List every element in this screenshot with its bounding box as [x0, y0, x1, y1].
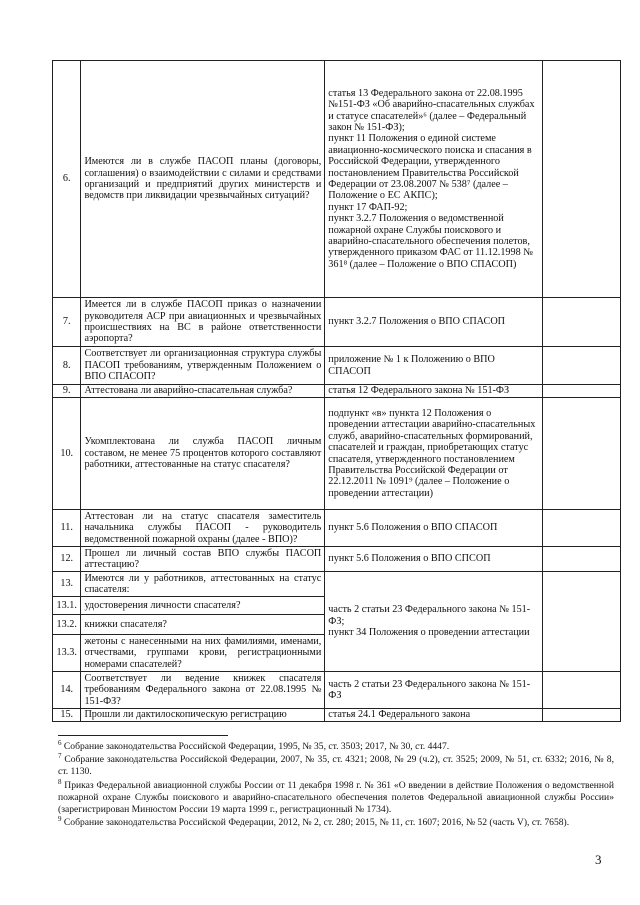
table-row — [53, 61, 621, 298]
row-number: 10. — [53, 398, 81, 510]
norm-cell: подпункт «в» пункта 12 Положения о проведении аттестации аварийно-спасательных служб, аварийно-спасательных формирований, спасателей и граждан, приобретающих статус спасателя, утвержденного постановлением Правительства Российской Федерации от 22.12.2011 № 1091⁹ (далее – Положение о проведении аттестации) — [325, 398, 542, 510]
row-number: 13.1. — [53, 597, 81, 615]
table-row — [53, 547, 621, 572]
norm-cell: пункт 3.2.7 Положения о ВПО СПАСОП — [325, 298, 542, 347]
answer-cell — [542, 709, 620, 722]
table-row — [53, 672, 621, 709]
question-cell: Укомплектована ли служба ПАСОП личным составом, не менее 75 процентов которого составляют работники, аттестованные на статус спасателя? — [81, 398, 325, 510]
answer-cell — [542, 385, 620, 398]
answer-cell — [542, 398, 620, 510]
row-number: 9. — [53, 385, 81, 398]
table-row — [53, 385, 621, 398]
question-cell: Аттестован ли на статус спасателя заместитель начальника службы ПАСОП - руководитель ведомственной пожарной охраны (далее - ВПО)? — [81, 510, 325, 547]
answer-cell — [542, 510, 620, 547]
table-row — [53, 709, 621, 722]
footnote: $^6$ Собрание законодательства Российской Федерации, 1995, № 35, ст. 3503; 2017, № 30, ст. 4447. — [58, 738, 450, 752]
footnote: $^7$ Собрание законодательства Российской Федерации, 2007, № 35, ст. 4321; 2008, № 29 (ч.2), ст. 3525; 2009, № 51, ст. 6332; 2016, № 8, ст. 1130. — [58, 752, 614, 778]
page-number: 3 — [595, 852, 602, 867]
checklist-table — [52, 60, 621, 722]
answer-cell — [542, 298, 620, 347]
norm-cell: часть 2 статьи 23 Федерального закона № 151-ФЗ — [325, 672, 542, 709]
footnote: $^8$ Приказ Федеральной авиационной службы России от 11 декабря 1998 г. № 361 «О введении в действие Положения о ведомственной пожарной охране Службы поискового и аварийно-спасательного обеспечения полетов Федеральной авиационной службы России» (зарегистрирован Минюстом России 19 марта 1999 г., регистрационный № 1734). — [58, 777, 614, 816]
table-row — [53, 298, 621, 347]
norm-cell: статья 13 Федерального закона от 22.08.1995 №151-ФЗ «Об аварийно-спасательных службах и статусе спасателей»⁶ (далее – Федеральный закон № 151-ФЗ); пункт 11 Положения о единой системе авиационно-космического поиска и спасания в Российской Федерации, утвержденного постановлением Правительства Российской Федерации от 23.08.2007 № 538⁷ (далее – Положение о ЕС АКПС); пункт 17 ФАП-92; пункт 3.2.7 Положения о ведомственной пожарной охране Службы поискового и аварийно-спасательного обеспечения полетов, утвержденного приказом ФАС от 11.12.1998 № 361⁸ (далее – Положение о ВПО СПАСОП) — [325, 61, 542, 298]
row-number: 6. — [53, 61, 81, 298]
norm-cell: часть 2 статьи 23 Федерального закона № 151-ФЗ; пункт 34 Положения о проведении аттестации — [325, 572, 542, 672]
row-number: 8. — [53, 347, 81, 385]
question-cell: Имеются ли в службе ПАСОП планы (договоры, соглашения) о взаимодействии с силами и средствами организаций и предприятий других министерств и ведомств при ликвидации чрезвычайных ситуаций? — [81, 61, 325, 298]
norm-cell: пункт 5.6 Положения о ВПО СПСОП — [325, 547, 542, 572]
table-row — [53, 398, 621, 510]
row-number: 15. — [53, 709, 81, 722]
row-number: 11. — [53, 510, 81, 547]
row-number: 7. — [53, 298, 81, 347]
norm-cell: статья 12 Федерального закона № 151-ФЗ — [325, 385, 542, 398]
question-cell: Имеются ли у работников, аттестованных на статус спасателя: — [81, 572, 325, 597]
row-number: 13. — [53, 572, 81, 597]
answer-cell — [542, 347, 620, 385]
question-cell: книжки спасателя? — [81, 615, 325, 635]
answer-cell — [542, 572, 620, 672]
norm-cell: статья 24.1 Федерального закона — [325, 709, 542, 722]
table-row — [53, 510, 621, 547]
question-cell: Соответствует ли ведение книжек спасателя требованиям Федерального закона от 22.08.1995 № 151-ФЗ? — [81, 672, 325, 709]
row-number: 14. — [53, 672, 81, 709]
question-cell: Соответствует ли организационная структура службы ПАСОП требованиям, утвержденным Положением о ВПО СПАСОП? — [81, 347, 325, 385]
row-number: 13.2. — [53, 615, 81, 635]
norm-cell: пункт 5.6 Положения о ВПО СПАСОП — [325, 510, 542, 547]
question-cell: Прошли ли дактилоскопическую регистрацию — [81, 709, 325, 722]
question-cell: удостоверения личности спасателя? — [81, 597, 325, 615]
question-cell: жетоны с нанесенными на них фамилиями, именами, отчествами, группами крови, регистрационными номерами спасателей? — [81, 635, 325, 672]
footnotes — [58, 738, 614, 830]
table-row — [53, 572, 621, 597]
table-row — [53, 347, 621, 385]
question-cell: Имеется ли в службе ПАСОП приказ о назначении руководителя АСР при авиационных и чрезвычайных происшествиях на ВС в районе ответственности аэропорта? — [81, 298, 325, 347]
footnote: $^9$ Собрание законодательства Российской Федерации, 2012, № 2, ст. 280; 2015, № 11, ст. 1607; 2016, № 52 (часть V), ст. 7658). — [58, 815, 570, 829]
row-number: 12. — [53, 547, 81, 572]
norm-cell: приложение № 1 к Положению о ВПО СПАСОП — [325, 347, 542, 385]
footnote-divider — [58, 735, 228, 736]
question-cell: Прошел ли личный состав ВПО службы ПАСОП аттестацию? — [81, 547, 325, 572]
answer-cell — [542, 61, 620, 298]
row-number: 13.3. — [53, 635, 81, 672]
question-cell: Аттестована ли аварийно-спасательная служба? — [81, 385, 325, 398]
answer-cell — [542, 672, 620, 709]
answer-cell — [542, 547, 620, 572]
